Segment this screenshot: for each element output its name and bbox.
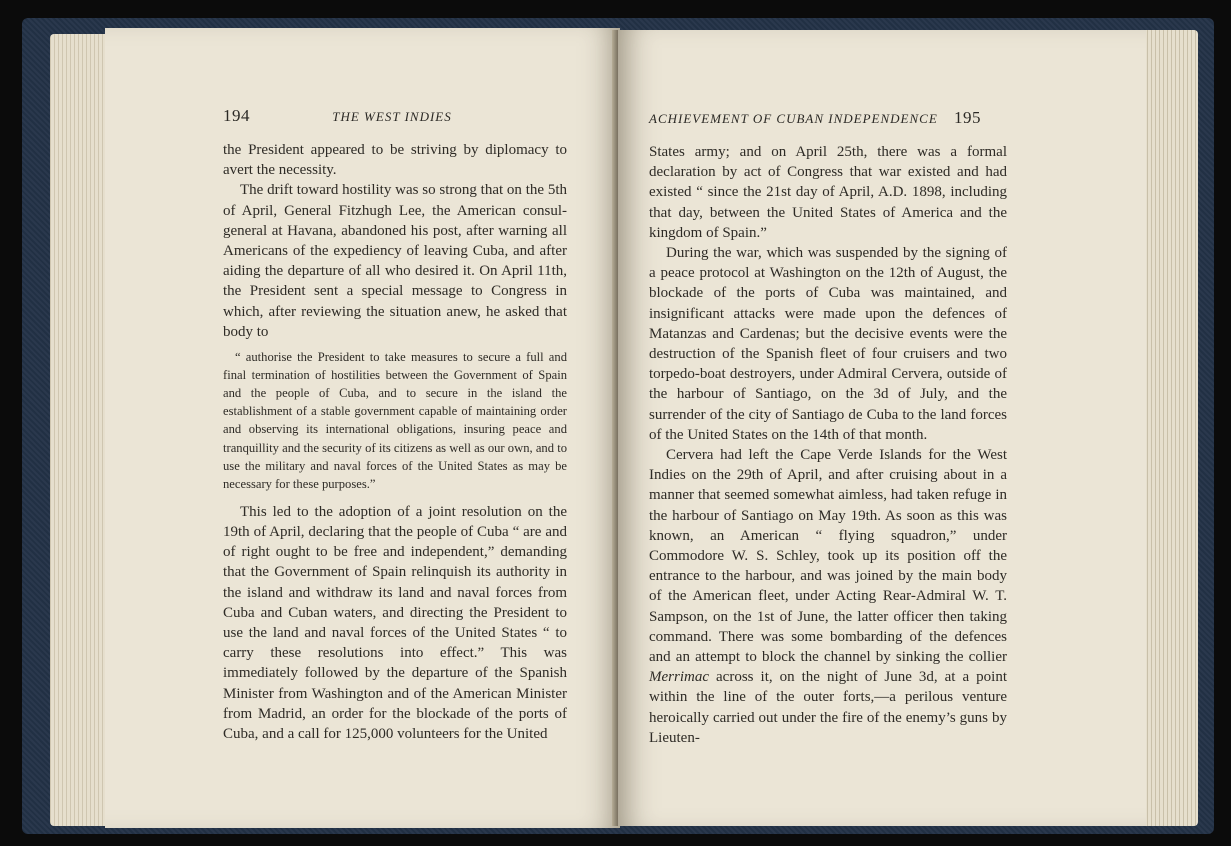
left-page	[105, 28, 620, 828]
right-paragraph-3-start: Cervera had left the Cape Verde Islands for the West Indies on the 29th of April, and after cruising about in a manner that seemed somewhat aimless, had taken refuge in the harbour of Santiago on May 19th. As soon as this was known, an American “ flying squadron,” under Commodore W. S. Schley, took up its position off the entrance to the harbour, and was joined by the main body of the American fleet, under Acting Rear-Admiral W. T. Sampson, on the 1st of June, the latter officer then taking command. There was some bombarding of the defences and an attempt to block the channel by sinking the collier	[649, 447, 1007, 666]
left-paragraph-1: the President appeared to be striving by diplomacy to avert the necessity.	[223, 142, 567, 179]
right-paragraph-3	[649, 445, 1007, 748]
right-page	[618, 30, 1146, 826]
right-paragraph-2: During the war, which was suspended by the signing of a peace protocol at Washington on the 12th of August, the blockade of the ports of Cuba was maintained, and insignificant attacks were made upon the defences of Matanzas and Cardenas; but the decisive events were the destruction of the Spanish fleet of four cruisers and two torpedo-boat destroyers, under Admiral Cervera, outside of the harbour of Santiago, on the 3d of July, and the surrender of the city of Santiago de Cuba to the land forces of the United States on the 14th of that month.	[649, 245, 1007, 443]
left-quote-text: “ authorise the President to take measures to secure a full and final termination of hostilities between the Government of Spain and the people of Cuba, and to secure in the island the establishment of a stable government capable of maintaining order and observing its international obligations, insuring peace and tranquillity and the security of its citizens as well as our own, and to use the military and naval forces of the United States as may be necessary for these purposes.”	[223, 350, 567, 491]
left-paragraph-3: This led to the adoption of a joint resolution on the 19th of April, declaring that the people of Cuba “ are and of right ought to be free and independent,” demanding that the Government of Spain relinquish its authority in the island and withdraw its land and naval forces from Cuba and Cuban waters, and directing the President to use the land and naval forces of the United States “ to carry these resolutions into effect.” This was immediately followed by the departure of the Spanish Minister from Washington and of the American Minister from Madrid, an order for the blockade of the ports of Cuba, and a call for 125,000 volunteers for the United	[223, 503, 567, 743]
left-header	[223, 106, 563, 126]
ship-name-merrimac: Merrimac	[649, 669, 709, 686]
left-running-title: THE WEST INDIES	[332, 109, 452, 124]
left-page-text	[223, 140, 567, 744]
left-block-quote	[223, 348, 567, 493]
right-header	[649, 108, 1005, 128]
right-paragraph-1: States army; and on April 25th, there was a formal declaration by act of Congress that war existed and had existed “ since the 21st day of April, A.D. 1898, including that day, between the United States of America and the kingdom of Spain.”	[649, 144, 1007, 241]
page-edges-right	[1140, 30, 1198, 826]
right-paragraph-3-end: across it, on the night of June 3d, at a point within the line of the outer forts,—a perilous venture heroically carried out under the fire of the enemy’s guns by Lieuten-	[649, 669, 1007, 746]
right-page-text	[649, 142, 1007, 748]
page-edges-left	[50, 34, 110, 826]
left-paragraph-2: The drift toward hostility was so strong that on the 5th of April, General Fitzhugh Lee, the American consul-general at Havana, abandoned his post, after warning all Americans of the expediency of leaving Cuba, and after aiding the departure of all who desired it. On April 11th, the President sent a special message to Congress in which, after reviewing the situation anew, he asked that body to	[223, 182, 567, 340]
right-page-number: 195	[954, 108, 982, 127]
right-running-title: ACHIEVEMENT OF CUBAN INDEPENDENCE	[649, 111, 938, 126]
left-page-number: 194	[223, 106, 250, 125]
